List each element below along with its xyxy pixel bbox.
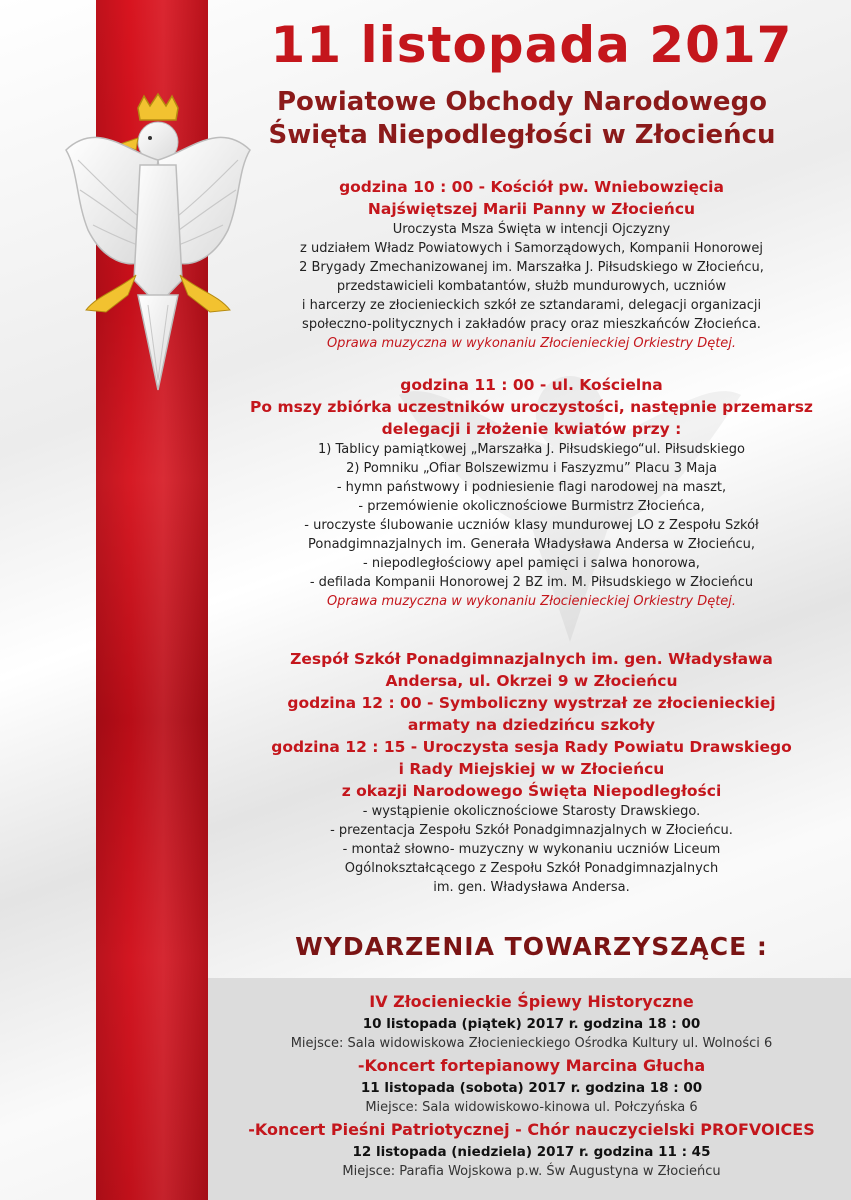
text-line: 2 Brygady Zmechanizowanej im. Marszałka J. Piłsudskiego w Złocieńcu, (299, 260, 764, 275)
event-item (212, 1054, 851, 1118)
text-line: - uroczyste ślubowanie uczniów klasy mundurowej LO z Zespołu Szkół (304, 518, 759, 533)
text-line: Ogólnokształcącego z Zespołu Szkół Ponadgimnazjalnych (344, 861, 719, 876)
text-line: przedstawicieli kombatantów, służb mundurowych, uczniów (336, 279, 727, 294)
text-line: im. gen. Władysława Andersa. (433, 880, 630, 895)
event-name: -Koncert fortepianowy Marcina Głucha (357, 1056, 706, 1075)
section-heading: godzina 10 : 00 - Kościół pw. Wniebowzięcia (339, 178, 724, 196)
section-school (212, 648, 851, 897)
text-line: i harcerzy ze złocienieckich szkół ze sztandarami, delegacji organizacji (301, 298, 762, 313)
event-name: -Koncert Pieśni Patriotycznej - Chór nauczycielski PROFVOICES (248, 1120, 815, 1139)
page-subtitle (212, 86, 832, 152)
text-line: Uroczysta Msza Święta w intencji Ojczyzny (392, 222, 671, 237)
subtitle-line: Święta Niepodległości w Złocieńcu (268, 120, 776, 150)
text-line: - montaż słowno- muzyczny w wykonaniu uczniów Liceum (342, 842, 721, 857)
event-place: Miejsce: Sala widowiskowa Złocienieckiego Ośrodka Kultury ul. Wolności 6 (290, 1036, 773, 1051)
text-line: Ponadgimnazjalnych im. Generała Władysława Andersa w Złocieńcu, (308, 537, 755, 552)
text-line: - prezentacja Zespołu Szkół Ponadgimnazjalnych w Złocieńcu. (330, 823, 733, 838)
event-date: 10 listopada (piątek) 2017 r. godzina 18 : 00 (362, 1016, 701, 1032)
section-heading: Zespół Szkół Ponadgimnazjalnych im. gen. Władysława (290, 650, 773, 668)
music-note: Oprawa muzyczna w wykonaniu Złocienieckiej Orkiestry Dętej. (326, 336, 737, 351)
music-note: Oprawa muzyczna w wykonaniu Złocienieckiej Orkiestry Dętej. (326, 594, 737, 609)
section-heading: z okazji Narodowego Święta Niepodległości (341, 782, 722, 800)
section-heading: godzina 12 : 00 - Symboliczny wystrzał ze złocienieckiej (287, 694, 776, 712)
text-line: - przemówienie okolicznościowe Burmistrz Złocieńca, (358, 499, 705, 514)
text-line: - niepodległościowy apel pamięci i salwa honorowa, (363, 556, 700, 571)
event-name: IV Złocienieckie Śpiewy Historyczne (369, 992, 694, 1011)
text-line: społeczno-politycznych i zakładów pracy oraz mieszkańców Złocieńca. (302, 317, 761, 332)
events-heading: WYDARZENIA TOWARZYSZĄCE : (295, 932, 768, 961)
event-date: 11 listopada (sobota) 2017 r. godzina 18 : 00 (360, 1080, 703, 1096)
section-heading: delegacji i złożenie kwiatów przy : (381, 420, 682, 438)
page-title: 11 listopada 2017 (270, 16, 793, 74)
event-place: Miejsce: Parafia Wojskowa p.w. Św Augustyna w Złocieńcu (342, 1164, 721, 1179)
event-item (212, 990, 851, 1054)
section-heading: Andersa, ul. Okrzei 9 w Złocieńcu (385, 672, 678, 690)
text-line: - hymn państwowy i podniesienie flagi narodowej na maszt, (336, 480, 727, 495)
text-line: - defilada Kompanii Honorowej 2 BZ im. M. Piłsudskiego w Złocieńcu (309, 575, 754, 590)
section-heading: godzina 11 : 00 - ul. Kościelna (400, 376, 663, 394)
section-heading: armaty na dziedzińcu szkoły (407, 716, 656, 734)
section-heading: Najświętszej Marii Panny w Złocieńcu (367, 200, 696, 218)
events-list (212, 990, 851, 1182)
section-heading: godzina 12 : 15 - Uroczysta sesja Rady Powiatu Drawskiego (271, 738, 792, 756)
text-line: 1) Tablicy pamiątkowej „Marszałka J. Piłsudskiego“ul. Piłsudskiego (317, 442, 746, 457)
event-place: Miejsce: Sala widowiskowo-kinowa ul. Połczyńska 6 (365, 1100, 698, 1115)
event-date: 12 listopada (niedziela) 2017 r. godzina 11 : 45 (352, 1144, 711, 1160)
section-mass (212, 176, 851, 354)
event-item (212, 1118, 851, 1182)
text-line: z udziałem Władz Powiatowych i Samorządowych, Kompanii Honorowej (300, 241, 763, 256)
section-heading: i Rady Miejskiej w w Złocieńcu (398, 760, 665, 778)
section-march (212, 374, 851, 612)
text-line: - wystąpienie okolicznościowe Starosty Drawskiego. (362, 804, 701, 819)
text-line: 2) Pomniku „Ofiar Bolszewizmu i Faszyzmu” Placu 3 Maja (346, 461, 717, 476)
section-heading: Po mszy zbiórka uczestników uroczystości, następnie przemarsz (250, 398, 813, 416)
subtitle-line: Powiatowe Obchody Narodowego (276, 87, 768, 117)
